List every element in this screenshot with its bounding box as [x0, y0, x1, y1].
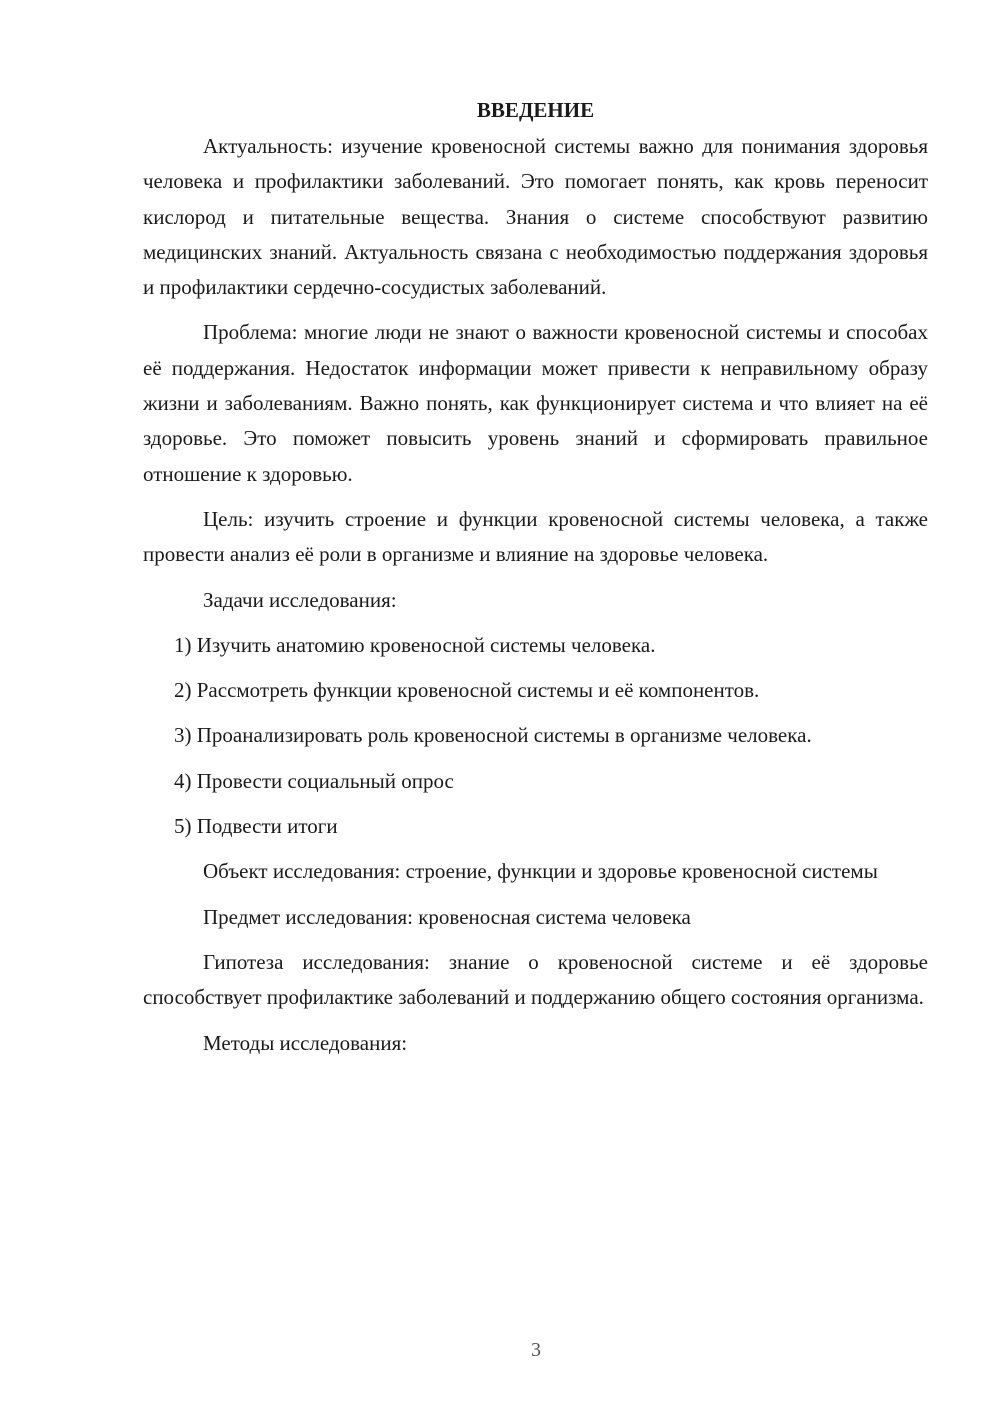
- task-item-1: 1) Изучить анатомию кровеносной системы человека.: [174, 632, 656, 657]
- paragraph-problem: Проблема: многие люди не знают о важности кровеносной системы и способах её поддержания. Недостаток информации может привести к неправильному образу жизни и заболеваниям. Важно понять, как функционирует система и что влияет на её здоровье. Это поможет повысить уровень знаний и сформировать правильное отношение к здоровью.: [143, 320, 928, 486]
- page-content: [143, 93, 928, 1061]
- task-item-2: 2) Рассмотреть функции кровеносной системы и её компонентов.: [174, 678, 760, 703]
- section-title: ВВЕДЕНИЕ: [476, 98, 595, 122]
- paragraph-methods: Методы исследования:: [203, 1030, 408, 1055]
- paragraph-tasks-heading: Задачи исследования:: [203, 587, 397, 612]
- paragraph-object: Объект исследования: строение, функции и здоровье кровеносной системы: [203, 859, 878, 884]
- task-item-4: 4) Провести социальный опрос: [174, 768, 454, 793]
- page-number: 3: [531, 1339, 541, 1361]
- paragraph-relevance: Актуальность: изучение кровеносной системы важно для понимания здоровья человека и профилактики заболеваний. Это помогает понять, как кровь переносит кислород и питательные вещества. Знания о системе способствуют развитию медицинских знаний. Актуальность связана с необходимостью поддержания здоровья и профилактики сердечно-сосудистых заболеваний.: [143, 134, 928, 300]
- task-item-5: 5) Подвести итоги: [174, 814, 338, 839]
- paragraph-goal: Цель: изучить строение и функции кровеносной системы человека, а также провести анализ её роли в организме и влияние на здоровье человека.: [143, 506, 928, 567]
- task-item-3: 3) Проанализировать роль кровеносной системы в организме человека.: [174, 723, 812, 748]
- paragraph-hypothesis: Гипотеза исследования: знание о кровеносной системе и её здоровье способствует профилактике заболеваний и поддержанию общего состояния организма.: [143, 949, 928, 1010]
- paragraph-subject: Предмет исследования: кровеносная система человека: [203, 904, 691, 929]
